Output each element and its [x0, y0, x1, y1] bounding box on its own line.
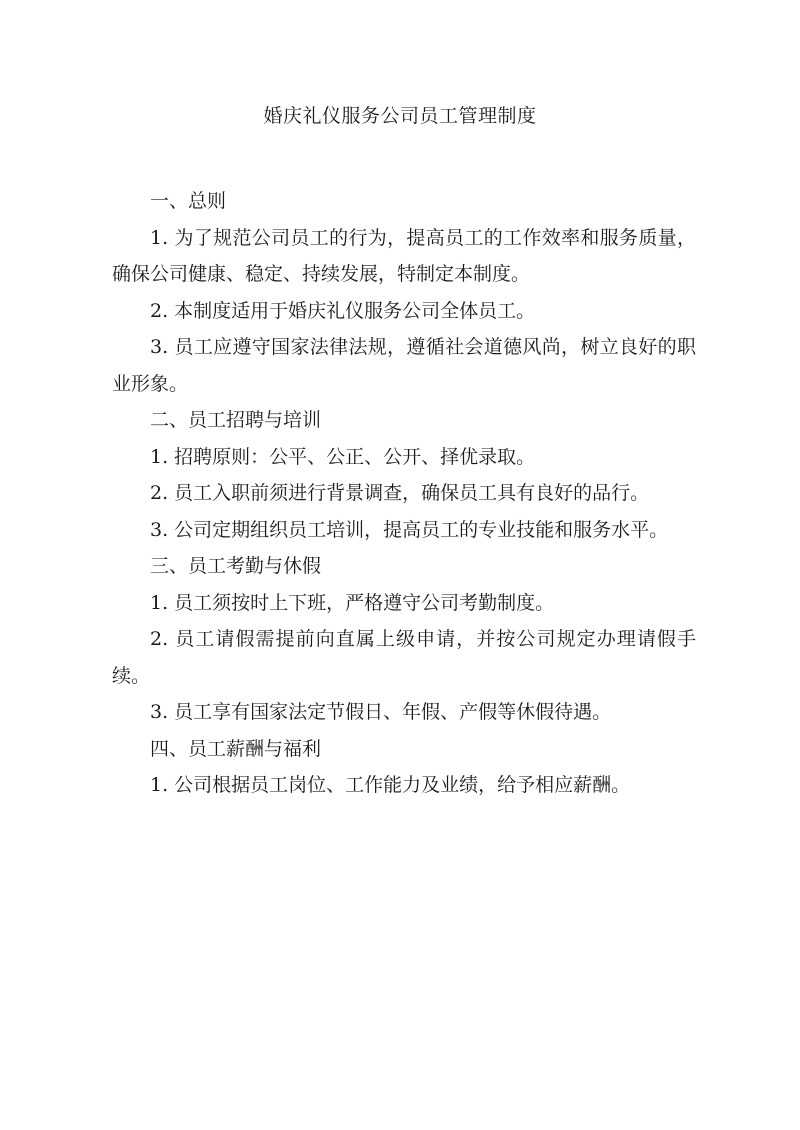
document-body [112, 183, 696, 804]
paragraph: 3. 公司定期组织员工培训，提高员工的专业技能和服务水平。 [150, 518, 669, 541]
paragraph: 2. 本制度适用于婚庆礼仪服务公司全体员工。 [150, 299, 536, 322]
document-title: 婚庆礼仪服务公司员工管理制度 [263, 105, 537, 127]
paragraph: 3. 员工享有国家法定节假日、年假、产假等休假待遇。 [150, 701, 612, 723]
section-heading-general: 一、总则 [150, 190, 227, 212]
paragraph: 2. 员工请假需提前向直属上级申请，并按公司规定办理请假手续。 [112, 628, 696, 687]
paragraph: 1. 公司根据员工岗位、工作能力及业绩，给予相应薪酬。 [150, 774, 631, 796]
section-heading-recruitment: 二、员工招聘与培训 [150, 409, 322, 431]
paragraph: 1. 为了规范公司员工的行为，提高员工的工作效率和服务质量，确保公司健康、稳定、持续发展，特制定本制度。 [112, 226, 696, 285]
section-heading-attendance: 三、员工考勤与休假 [150, 555, 322, 577]
paragraph: 3. 员工应遵守国家法律法规，遵循社会道德风尚，树立良好的职业形象。 [112, 336, 696, 395]
paragraph: 1. 招聘原则：公平、公正、公开、择优录取。 [150, 445, 536, 468]
paragraph: 1. 员工须按时上下班，严格遵守公司考勤制度。 [150, 591, 555, 614]
section-heading-compensation: 四、员工薪酬与福利 [150, 737, 322, 760]
paragraph: 2. 员工入职前须进行背景调查，确保员工具有良好的品行。 [150, 482, 650, 504]
